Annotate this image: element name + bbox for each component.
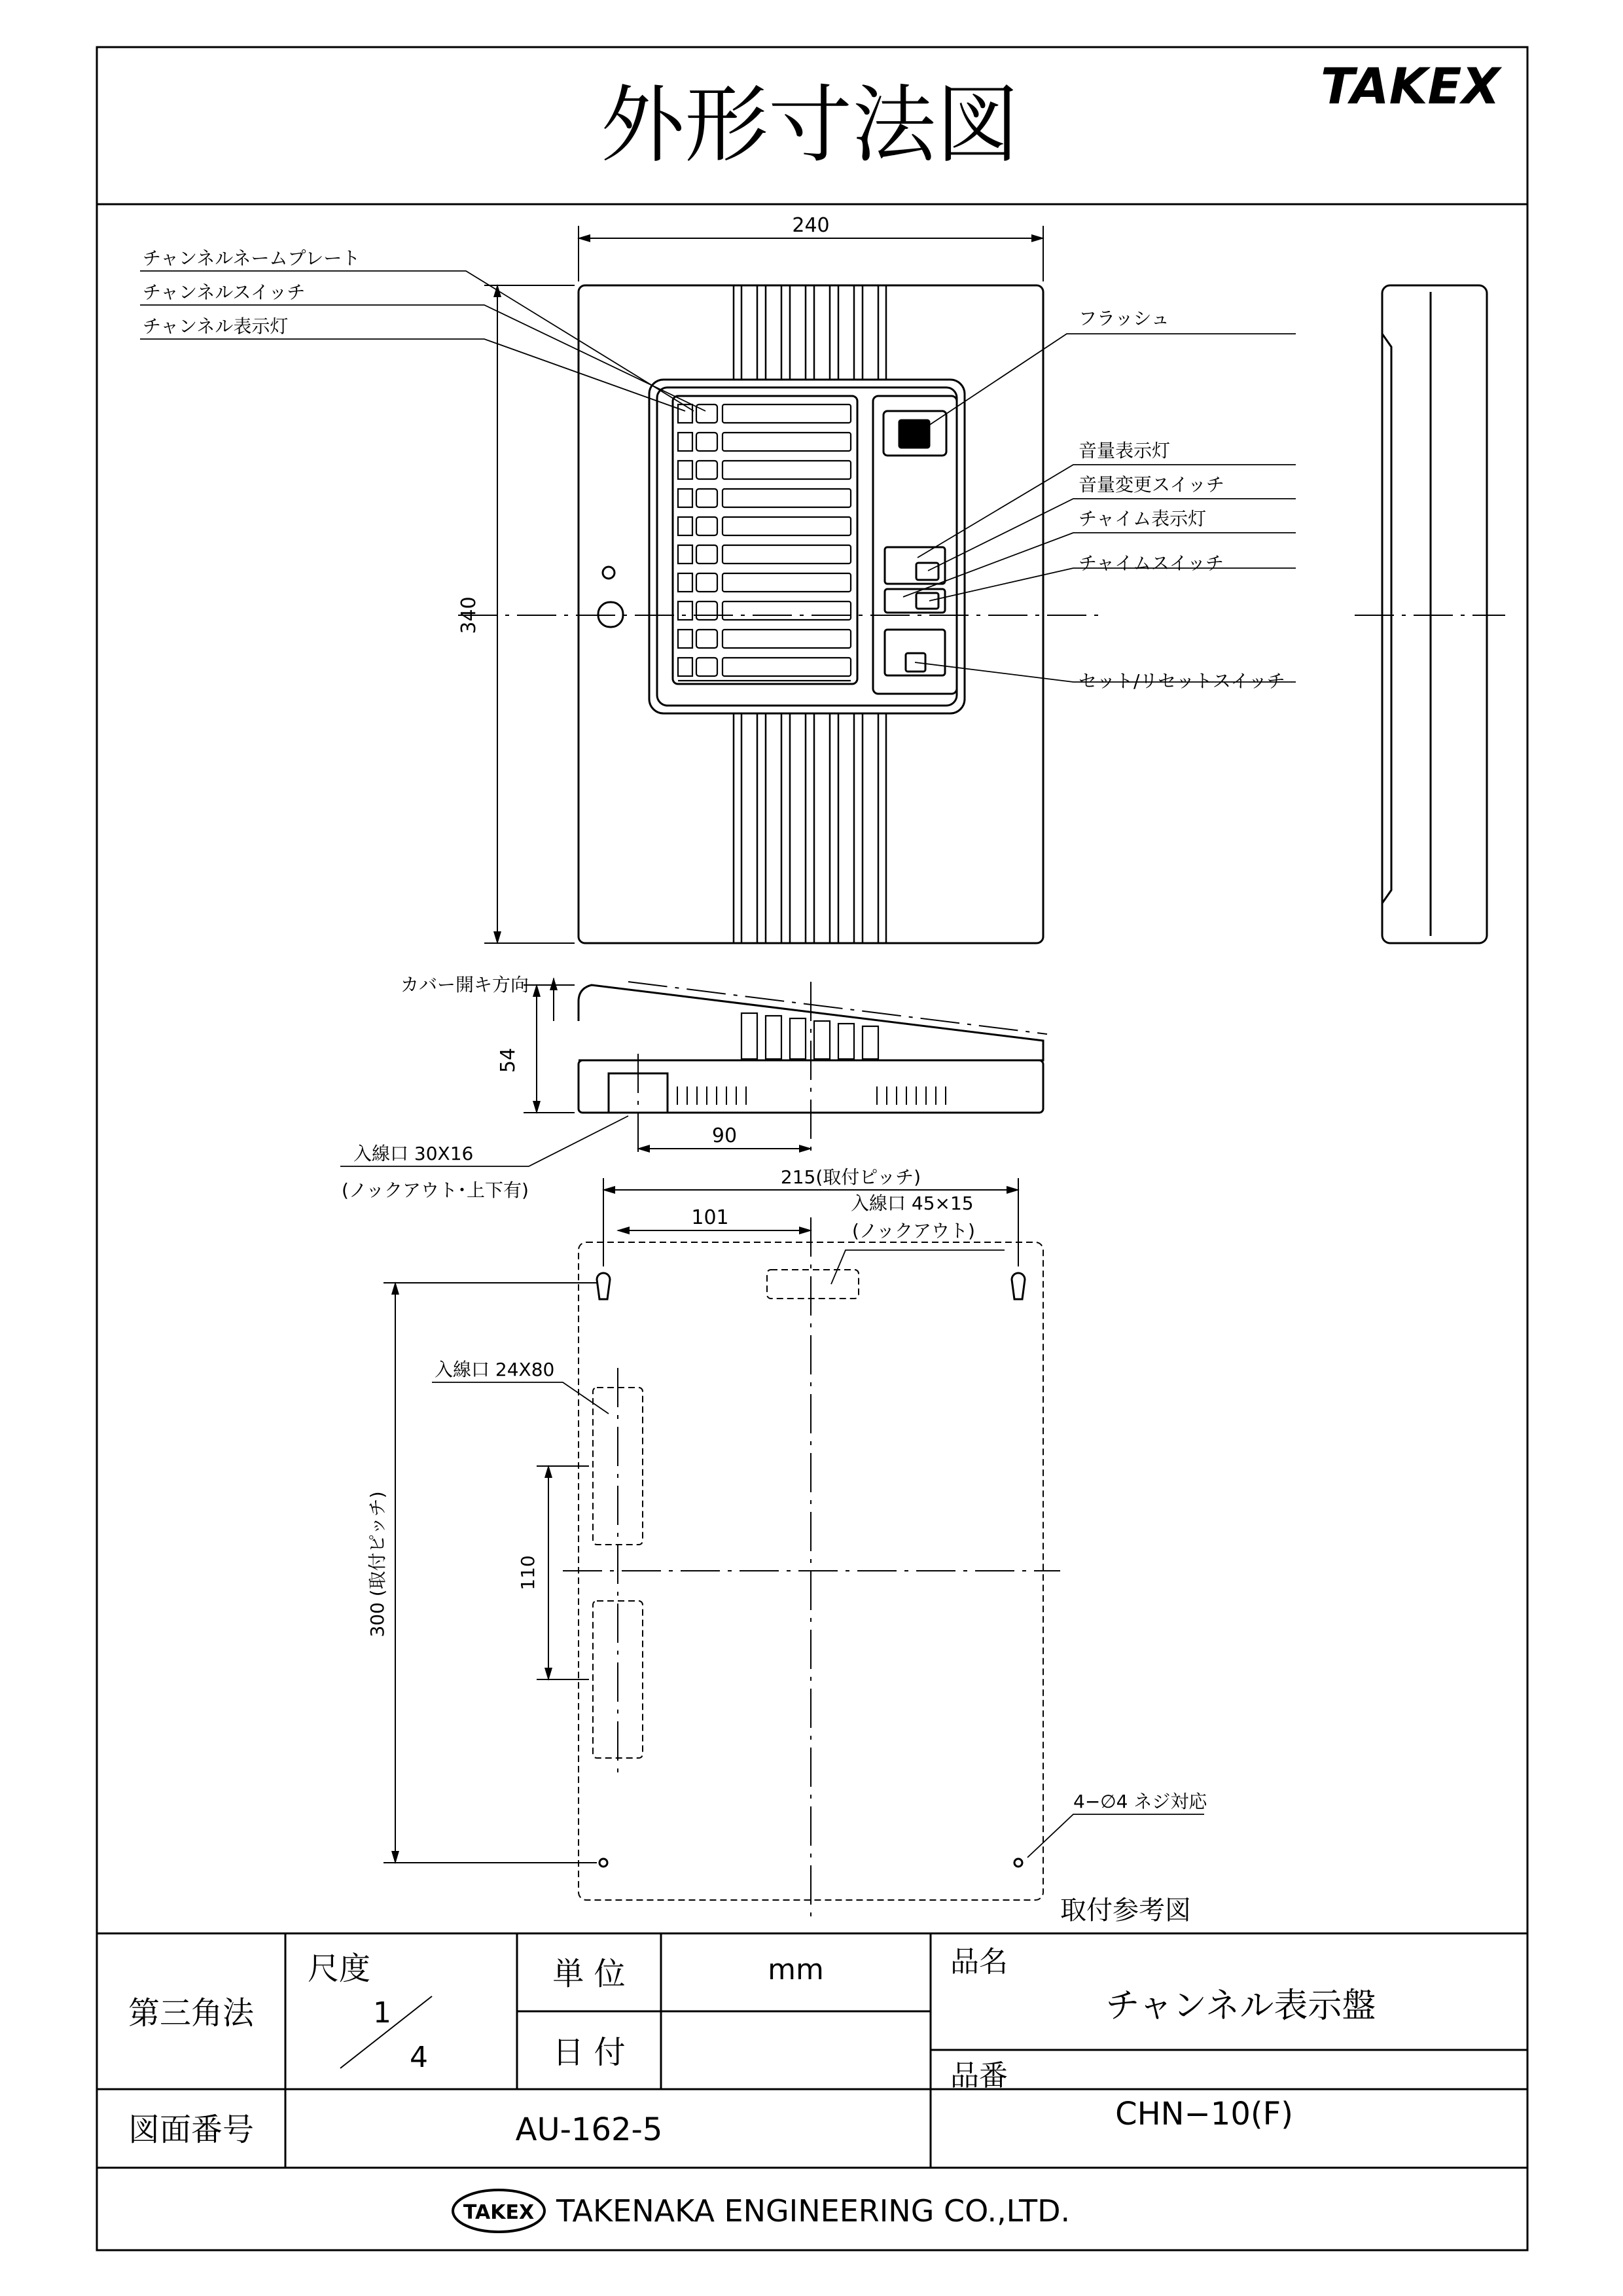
side-view (1382, 285, 1487, 943)
dim-mount-pitch-h: 215(取付ピッチ) (780, 1166, 921, 1188)
inlet-top (767, 1270, 859, 1299)
dim-inlet-top-offset: 101 (691, 1206, 729, 1229)
tb-scale-num: 1 (373, 1996, 391, 2030)
label-chime-switch: チャイムスイッチ (1079, 552, 1224, 574)
tb-product-name: チャンネル表示盤 (1105, 1986, 1376, 2026)
label-channel-switch: チャンネルスイッチ (143, 281, 306, 303)
drawing-title: 外形寸法図 (600, 77, 1020, 174)
tb-drawing-no: AU-162-5 (515, 2111, 663, 2148)
tb-drawing-no-label: 図面番号 (128, 2111, 255, 2148)
tb-date-label: 日 付 (552, 2034, 626, 2071)
label-set-reset-switch: セット/リセットスイッチ (1079, 670, 1285, 692)
label-inlet-side-2: (ノックアウト･上下有) (342, 1179, 529, 1201)
dim-width: 240 (792, 214, 830, 237)
tb-scale-den: 4 (410, 2041, 428, 2074)
company-logo: TAKEX (463, 2201, 535, 2224)
label-inlet-top-1: 入線口 45×15 (851, 1193, 974, 1214)
tb-unit-label: 単 位 (552, 1956, 626, 1992)
label-volume-switch: 音量変更スイッチ (1079, 474, 1224, 495)
tb-product-name-label: 品名 (950, 1945, 1008, 1979)
label-cover-open: カバー開キ方向 (401, 974, 529, 996)
label-inlet-top-2: (ノックアウト) (852, 1220, 975, 1242)
dim-inlet-offset: 90 (711, 1124, 738, 1147)
tb-scale-label: 尺度 (308, 1950, 371, 1987)
dim-mount-pitch-v: 300 (取付ピッチ) (366, 1491, 388, 1638)
dim-inlet-pitch: 110 (517, 1555, 539, 1590)
label-chime-indicator: チャイム表示灯 (1079, 508, 1207, 529)
tb-projection: 第三角法 (128, 1995, 255, 2032)
label-volume-indicator: 音量表示灯 (1079, 440, 1171, 461)
outer-frame (97, 47, 1527, 2250)
label-flash: フラッシュ (1079, 308, 1169, 329)
label-channel-indicator: チャンネル表示灯 (143, 315, 289, 337)
label-channel-name-plate: チャンネルネームプレート (143, 247, 361, 269)
tb-product-no-label: 品番 (950, 2059, 1008, 2092)
label-inlet-side-1: 入線口 30X16 (353, 1143, 474, 1164)
dim-depth: 54 (497, 1047, 520, 1073)
brand-logo: TAKEX (1320, 57, 1501, 115)
tb-product-no: CHN−10(F) (1115, 2096, 1293, 2132)
label-inlet-left: 入線口 24X80 (435, 1359, 555, 1380)
front-ribs-bottom (734, 710, 886, 943)
label-screw: 4−∅4 ネジ対応 (1073, 1791, 1207, 1812)
company-name: TAKENAKA ENGINEERING CO.,LTD. (556, 2193, 1071, 2229)
dim-height: 340 (457, 596, 480, 634)
tb-unit-value: mm (768, 1953, 824, 1986)
label-mount-ref: 取付参考図 (1060, 1895, 1191, 1926)
